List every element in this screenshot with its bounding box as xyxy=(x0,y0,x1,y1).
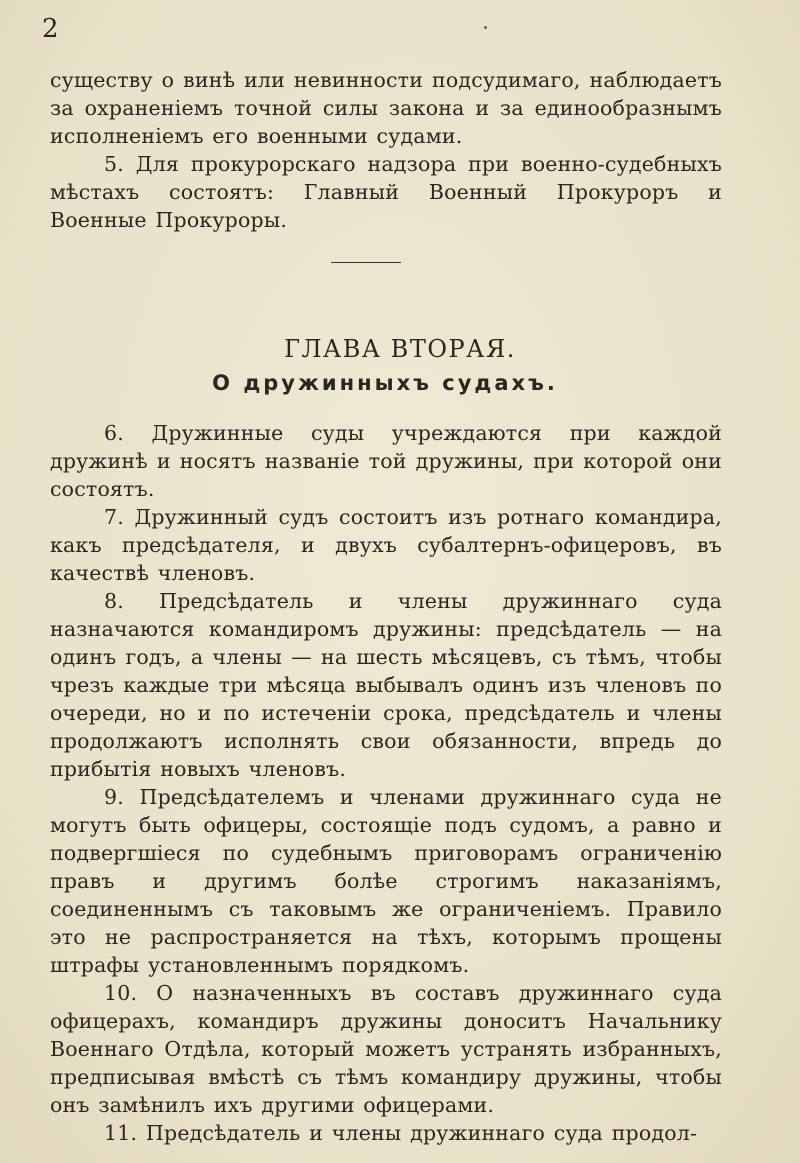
article-7-paragraph: 7. Дружинный судъ состоитъ изъ ротнаго командира, какъ предсѣдателя, и двухъ субалтернъ-офицеровъ, въ качествѣ членовъ. xyxy=(50,505,722,585)
section-divider xyxy=(331,262,401,263)
chapter-body xyxy=(50,419,722,1147)
ink-speck xyxy=(484,26,487,29)
article-6-paragraph: 6. Дружинные суды учреждаются при каждой дружинѣ и носятъ названіе той дружины, при которой они состоятъ. xyxy=(50,421,722,501)
article-11-paragraph: 11. Предсѣдатель и члены дружиннаго суда продол- xyxy=(104,1121,698,1145)
top-text-block xyxy=(50,66,722,234)
article-10-paragraph: 10. О назначенныхъ въ составъ дружиннаго суда офицерахъ, командиръ дружины доноситъ Начальнику Военнаго Отдѣла, который можетъ устранять избранныхъ, предписывая вмѣстѣ съ тѣмъ командиру дружины, чтобы онъ замѣнилъ ихъ другими офицерами. xyxy=(50,981,722,1117)
article-8-paragraph: 8. Предсѣдатель и члены дружиннаго суда назначаются командиромъ дружины: предсѣдатель — на одинъ годъ, а члены — на шесть мѣсяцевъ, съ тѣмъ, чтобы чрезъ каждые три мѣсяца выбывалъ одинъ изъ членовъ по очереди, но и по истеченіи срока, предсѣдатель и члены продолжаютъ исполнять свои обязанности, впредь до прибытія новыхъ членовъ. xyxy=(50,589,722,781)
article-5-paragraph: 5. Для прокурорскаго надзора при военно-судебныхъ мѣстахъ состоятъ: Главный Военный Прокуроръ и Военные Прокуроры. xyxy=(50,152,722,232)
page-number: 2 xyxy=(42,14,59,44)
article-9-paragraph: 9. Предсѣдателемъ и членами дружиннаго суда не могутъ быть офицеры, состоящіе подъ судомъ, а равно и подвергшіеся по судебнымъ приговорамъ ограниченію правъ и другимъ болѣе строгимъ наказаніямъ, соединеннымъ съ таковымъ же ограниченіемъ. Правило это не распространяется на тѣхъ, которымъ прощены штрафы установленнымъ порядкомъ. xyxy=(50,785,722,977)
chapter-title: ГЛАВА ВТОРАЯ. xyxy=(284,335,516,363)
continuation-paragraph: существу о винѣ или невинности подсудимаго, наблюдаетъ за охраненіемъ точной силы закона и за единообразнымъ исполненіемъ его военными судами. xyxy=(50,68,722,148)
chapter-subtitle: О дружинныхъ судахъ. xyxy=(212,371,558,395)
